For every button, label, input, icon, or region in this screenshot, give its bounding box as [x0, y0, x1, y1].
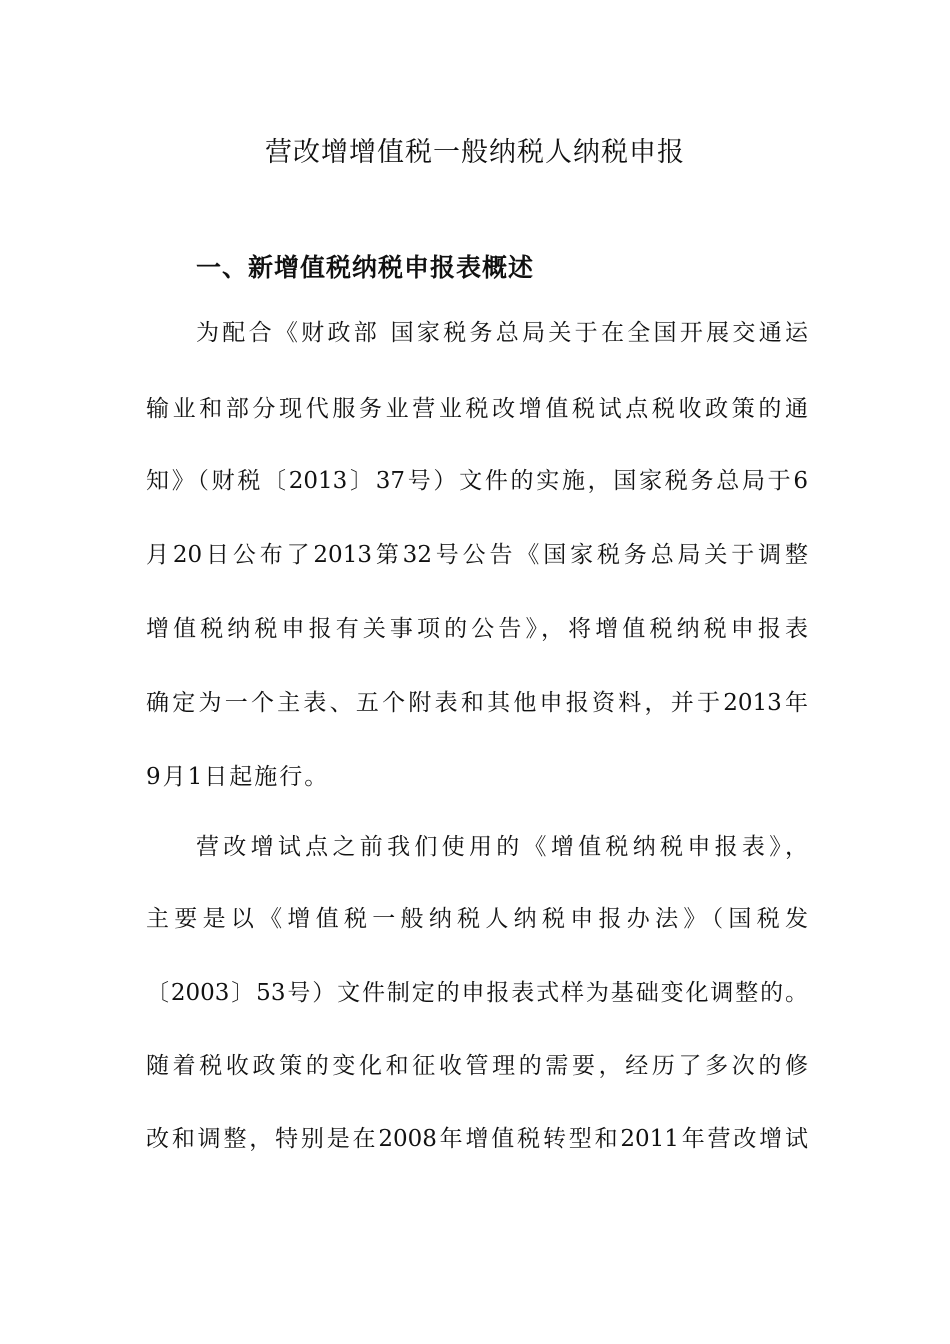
- paragraph-line: 主要是以《增值税一般纳税人纳税申报办法》（国税发: [146, 906, 808, 932]
- paragraph-line: 知》（财税〔2013〕37号）文件的实施，国家税务总局于6: [146, 468, 808, 494]
- paragraph-line: 9月1日起施行。: [146, 764, 330, 790]
- paragraph-line: 随着税收政策的变化和征收管理的需要，经历了多次的修: [146, 1053, 808, 1079]
- document-title: 营改增增值税一般纳税人纳税申报: [265, 137, 685, 168]
- paragraph-line: 增值税纳税申报有关事项的公告》，将增值税纳税申报表: [146, 616, 808, 642]
- paragraph-line: 输业和部分现代服务业营业税改增值税试点税收政策的通: [146, 396, 808, 422]
- paragraph-line: 〔2003〕53号）文件制定的申报表式样为基础变化调整的。: [146, 980, 808, 1006]
- paragraph-line: 月20日公布了2013第32号公告《国家税务总局关于调整: [146, 542, 808, 568]
- paragraph-line: 改和调整，特别是在2008年增值税转型和2011年营改增试: [146, 1126, 808, 1152]
- paragraph-line: 确定为一个主表、五个附表和其他申报资料，并于2013年: [146, 690, 808, 716]
- section-heading: 一、新增值税纳税申报表概述: [196, 253, 535, 282]
- paragraph-line: 营改增试点之前我们使用的《增值税纳税申报表》，: [196, 834, 808, 860]
- paragraph-line: 为配合《财政部 国家税务总局关于在全国开展交通运: [196, 320, 808, 346]
